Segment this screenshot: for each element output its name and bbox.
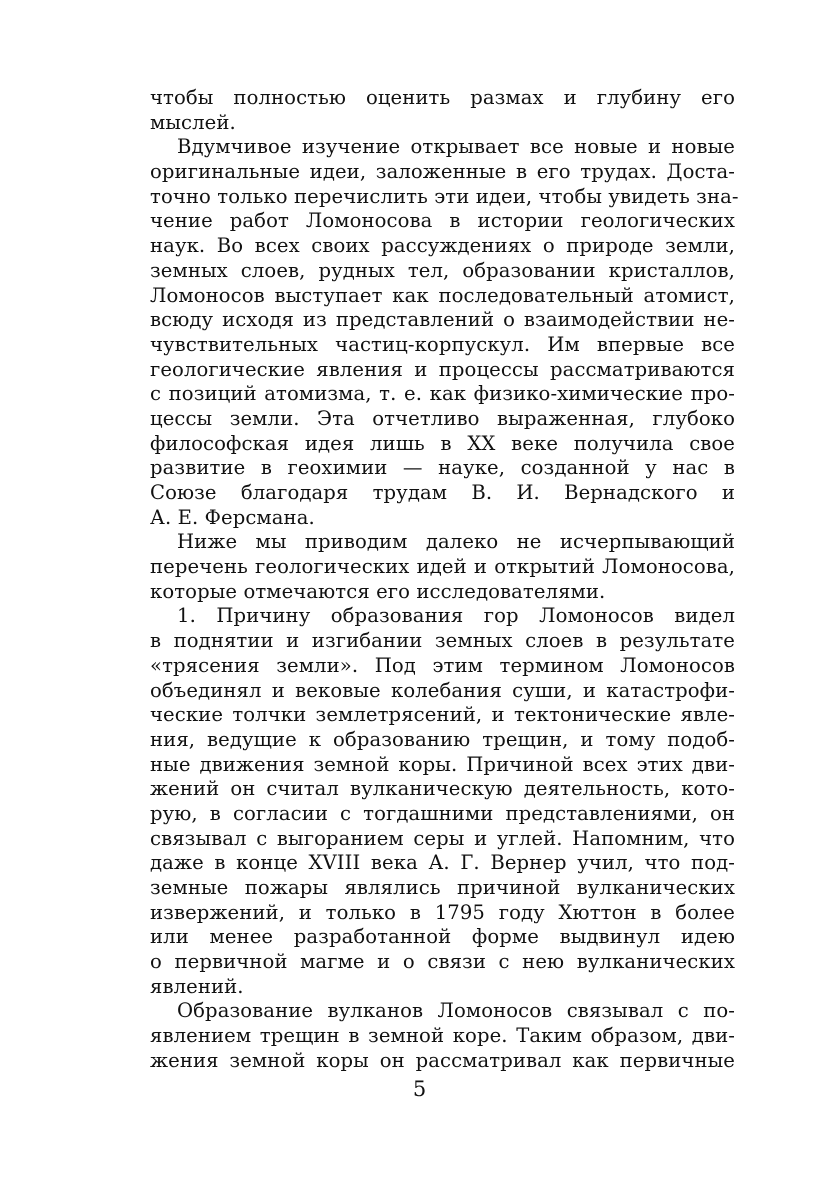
text-line: Вдумчивое изучение открывает все новые и новые	[177, 135, 735, 159]
text-line: ния, ведущие к образованию трещин, и тому подоб-	[150, 727, 735, 751]
text-line: даже в конце XVIII века А. Г. Вернер учил, что под-	[150, 851, 735, 875]
page-number: 5	[412, 1077, 427, 1101]
text-line: земные пожары являлись причиной вулканических	[150, 876, 735, 899]
text-line: философская идея лишь в XX веке получила свое	[150, 431, 735, 455]
text-line: «трясения земли». Под этим термином Ломоносов	[150, 653, 735, 677]
text-line: перечень геологических идей и открытий Ломоносова,	[150, 555, 735, 579]
text-line: жений он считал вулканическую деятельность, кото-	[150, 777, 735, 801]
paragraph	[150, 530, 735, 604]
text-line: объединял и вековые колебания суши, и катастрофи-	[150, 678, 735, 702]
text-line: развитие в геохимии — науке, созданной у нас в	[150, 456, 735, 480]
body-text	[150, 86, 739, 1074]
text-line: связывал с выгоранием серы и углей. Напомним, что	[150, 826, 735, 850]
text-line: жения земной коры он рассматривал как первичные	[150, 1048, 735, 1072]
text-line: рую, в согласии с тогдашними представлениями, он	[150, 801, 735, 825]
text-line: геологические явления и процессы рассматриваются	[150, 357, 735, 381]
text-line: всюду исходя из представлений о взаимодействии не-	[150, 308, 735, 332]
text-line: или менее разработанной форме выдвинул идею	[150, 925, 735, 949]
text-line: с позиций атомизма, т. е. как физико-химические про-	[150, 382, 735, 406]
text-line: чение работ Ломоносова в истории геологических	[150, 209, 735, 233]
paragraph	[150, 135, 739, 530]
text-line: чувствительных частиц-корпускул. Им впервые все	[150, 332, 735, 356]
text-line: извержений, и только в 1795 году Хюттон в более	[150, 900, 735, 924]
text-line: о первичной магме и о связи с нею вулканических	[150, 950, 735, 974]
text-line: Ниже мы приводим далеко не исчерпывающий	[177, 530, 735, 554]
text-line: чтобы полностью оценить размах и глубину его	[150, 86, 735, 109]
text-line: ческие толчки землетрясений, и тектонические явле-	[150, 703, 735, 727]
paragraph	[150, 86, 735, 135]
text-line: явлением трещин в земной коре. Таким образом, дви-	[150, 1024, 735, 1048]
text-line: явлений.	[150, 974, 244, 998]
text-line: земных слоев, рудных тел, образовании кристаллов,	[150, 258, 735, 282]
text-line: которые отмечаются его исследователями.	[150, 579, 606, 603]
text-line: наук. Во всех своих рассуждениях о природе земли,	[150, 234, 735, 258]
text-line: А. Е. Ферсмана.	[150, 505, 315, 529]
text-line: ные движения земной коры. Причиной всех этих дви-	[150, 752, 735, 776]
paragraph	[150, 604, 735, 999]
text-line: 1. Причину образования гор Ломоносов видел	[177, 604, 735, 628]
text-line: в поднятии и изгибании земных слоев в результате	[150, 629, 735, 653]
text-line: Союзе благодаря трудам В. И. Вернадского и	[150, 481, 735, 504]
text-line: цессы земли. Эта отчетливо выраженная, глубоко	[150, 406, 735, 430]
paragraph	[150, 999, 735, 1073]
text-line: мыслей.	[150, 110, 236, 134]
text-line: оригинальные идеи, заложенные в его трудах. Доста-	[150, 160, 735, 184]
text-line: Образование вулканов Ломоносов связывал с по-	[177, 999, 735, 1023]
text-line: точно только перечислить эти идеи, чтобы увидеть зна-	[150, 184, 739, 208]
text-line: Ломоносов выступает как последовательный атомист,	[150, 283, 735, 307]
